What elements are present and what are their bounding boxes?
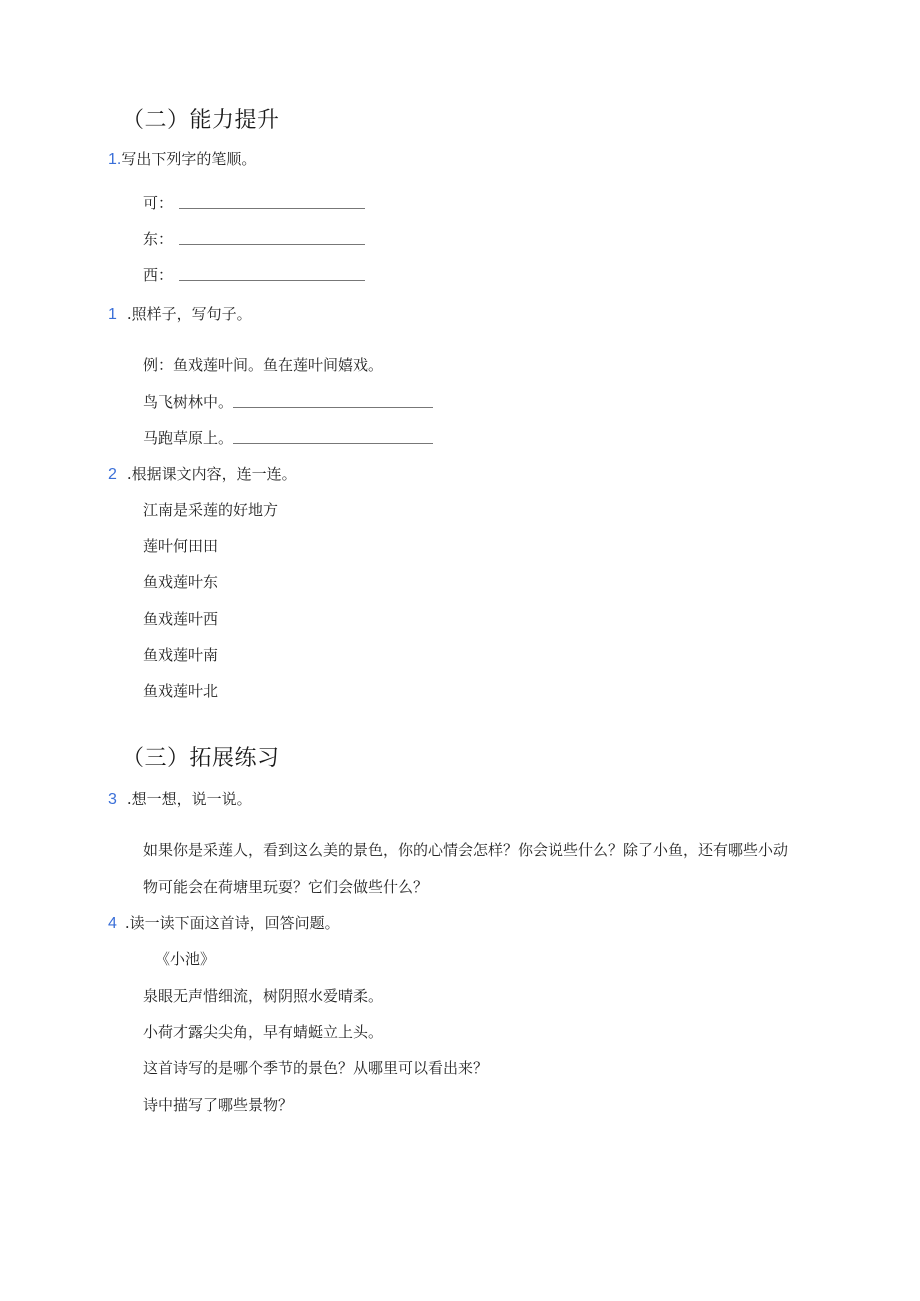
- question-stroke-order: [108, 148, 256, 169]
- section-heading-extension: （三）拓展练习: [122, 746, 280, 771]
- example-sentence: 例：鱼戏莲叶间。鱼在莲叶间嬉戏。: [143, 356, 384, 374]
- question-poem: [108, 912, 340, 933]
- answer-blank[interactable]: [179, 279, 365, 281]
- match-item[interactable]: 江南是采莲的好地方: [143, 501, 279, 519]
- stroke-row-dong: [143, 228, 365, 249]
- char-label: 可：: [143, 194, 174, 212]
- poem-line: 小荷才露尖尖角，早有蜻蜓立上头。: [143, 1023, 384, 1041]
- question-text: .想一想，说一说。: [126, 790, 252, 808]
- prompt-text: 马跑草原上。: [143, 429, 234, 447]
- char-label: 西：: [143, 266, 174, 284]
- prompt-bird: [143, 391, 433, 412]
- question-number: 3: [108, 791, 117, 808]
- question-number: 2: [108, 466, 117, 483]
- poem-question: 这首诗写的是哪个季节的景色？从哪里可以看出来？: [143, 1059, 489, 1077]
- stroke-row-xi: [143, 264, 365, 285]
- question-number: 1: [108, 306, 117, 323]
- char-label: 东：: [143, 230, 174, 248]
- prompt-horse: [143, 427, 433, 448]
- question-text: .读一读下面这首诗，回答问题。: [124, 914, 340, 932]
- question-number: 1.: [108, 151, 122, 168]
- discussion-paragraph-line: 物可能会在荷塘里玩耍？它们会做些什么？: [143, 878, 429, 896]
- question-text: 写出下列字的笔顺。: [121, 150, 257, 168]
- match-item[interactable]: 莲叶何田田: [143, 537, 219, 555]
- question-text: .根据课文内容，连一连。: [126, 465, 297, 483]
- question-text: .照样子，写句子。: [126, 305, 252, 323]
- match-item[interactable]: 鱼戏莲叶东: [143, 573, 219, 591]
- prompt-text: 鸟飞树林中。: [143, 393, 234, 411]
- question-matching: [108, 463, 297, 484]
- match-item[interactable]: 鱼戏莲叶南: [143, 646, 219, 664]
- match-item[interactable]: 鱼戏莲叶西: [143, 610, 219, 628]
- discussion-paragraph-line: 如果你是采莲人，看到这么美的景色，你的心情会怎样？你会说些什么？除了小鱼，还有哪些小动: [143, 841, 789, 859]
- stroke-row-ke: [143, 192, 365, 213]
- answer-blank[interactable]: [179, 207, 365, 209]
- poem-question: 诗中描写了哪些景物？: [143, 1096, 294, 1114]
- answer-blank[interactable]: [179, 243, 365, 245]
- match-item[interactable]: 鱼戏莲叶北: [143, 682, 219, 700]
- question-number: 4: [108, 915, 117, 932]
- section-heading-ability: （二）能力提升: [122, 108, 280, 133]
- poem-line: 泉眼无声惜细流，树阴照水爱晴柔。: [143, 987, 384, 1005]
- answer-blank[interactable]: [233, 442, 433, 444]
- poem-title: 《小池》: [155, 950, 216, 968]
- question-think-discuss: [108, 788, 252, 809]
- question-sentence-pattern: [108, 303, 252, 324]
- answer-blank[interactable]: [233, 406, 433, 408]
